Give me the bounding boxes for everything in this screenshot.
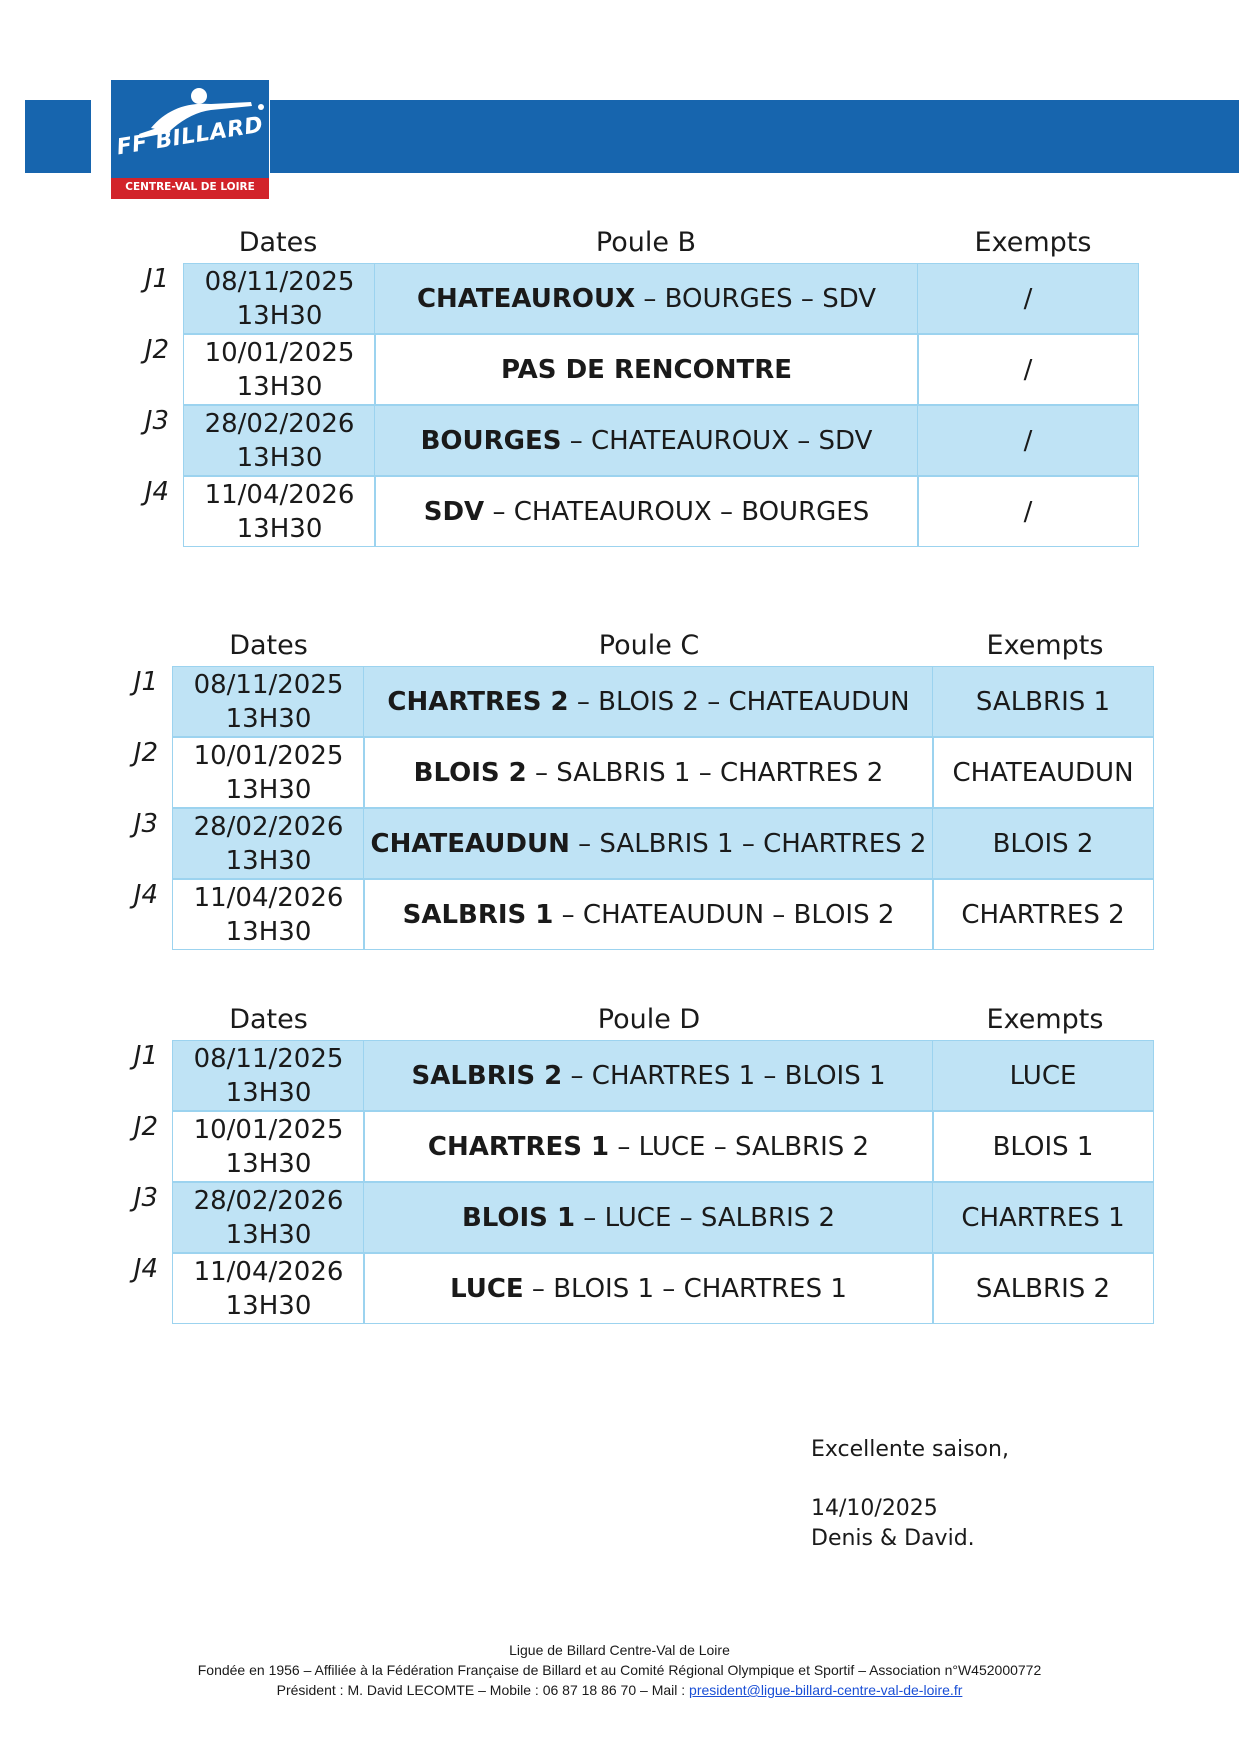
date-cell (183, 334, 376, 405)
date-cell (183, 263, 376, 334)
day-label: J4 (133, 1254, 158, 1284)
date-value: 08/11/2025 (204, 266, 355, 297)
date-cell (183, 476, 376, 547)
date-cell (172, 1111, 365, 1182)
exempt-cell: / (917, 405, 1139, 476)
other-teams: – CHATEAUROUX – BOURGES (484, 496, 870, 527)
other-teams: – LUCE – SALBRIS 2 (575, 1202, 836, 1233)
footer-line-3 (0, 1682, 1239, 1698)
time-value: 13H30 (236, 300, 323, 331)
date-value: 11/04/2026 (193, 882, 344, 913)
dates-header: Dates (229, 630, 308, 661)
date-value: 11/04/2026 (204, 479, 355, 510)
table-row (114, 666, 1154, 737)
other-teams: – BLOIS 1 – CHARTRES 1 (523, 1273, 847, 1304)
table-row (114, 1040, 1154, 1111)
exempt-cell: SALBRIS 1 (932, 666, 1154, 737)
other-teams: – SALBRIS 1 – CHARTRES 2 (526, 757, 884, 788)
other-teams: – BOURGES – SDV (635, 283, 877, 314)
day-label: J4 (133, 880, 158, 910)
host-team: BLOIS 1 (461, 1202, 576, 1233)
exempt-cell: BLOIS 1 (932, 1111, 1154, 1182)
time-value: 13H30 (236, 442, 323, 473)
exempts-header: Exempts (986, 630, 1104, 661)
exempt-cell: SALBRIS 2 (932, 1253, 1154, 1324)
exempt-cell: CHARTRES 1 (932, 1182, 1154, 1253)
day-label: J2 (133, 738, 158, 768)
host-team: SDV (423, 496, 485, 527)
day-label: J2 (144, 335, 169, 365)
date-cell (172, 1253, 365, 1324)
time-value: 13H30 (225, 703, 312, 734)
day-label: J2 (133, 1112, 158, 1142)
footer-line-2: Fondée en 1956 – Affiliée à la Fédération Française de Billard et au Comité Régional Olympique et Sportif – Association n°W452000772 (197, 1662, 1042, 1678)
match-cell (363, 808, 934, 879)
match-cell (363, 1253, 934, 1324)
date-cell (172, 1040, 365, 1111)
poule-d-table (114, 1004, 1154, 1324)
dates-header: Dates (229, 1004, 308, 1035)
date-value: 08/11/2025 (193, 1043, 344, 1074)
poule-c-table (114, 630, 1154, 950)
match-cell (374, 405, 919, 476)
match-cell (363, 1111, 934, 1182)
time-value: 13H30 (236, 513, 323, 544)
exempt-cell: LUCE (932, 1040, 1154, 1111)
other-teams: – BLOIS 2 – CHATEAUDUN (568, 686, 910, 717)
table-row (114, 879, 1154, 950)
match-cell (374, 263, 919, 334)
closing-date: 14/10/2025 (811, 1496, 938, 1521)
date-value: 08/11/2025 (193, 669, 344, 700)
day-label: J4 (144, 477, 169, 507)
poule-header: Poule D (597, 1004, 701, 1035)
date-cell (172, 808, 365, 879)
exempt-cell: CHATEAUDUN (932, 737, 1154, 808)
footer-contact: Président : M. David LECOMTE – Mobile : 06 87 18 86 70 – Mail : (276, 1682, 690, 1698)
date-cell (172, 879, 365, 950)
date-value: 28/02/2026 (193, 811, 344, 842)
day-label: J3 (133, 809, 158, 839)
date-value: 10/01/2025 (204, 337, 355, 368)
host-team: SALBRIS 1 (402, 899, 554, 930)
table-row (114, 1253, 1154, 1324)
header-band-left (25, 100, 91, 173)
other-teams: – SALBRIS 1 – CHARTRES 2 (569, 828, 927, 859)
date-value: 10/01/2025 (193, 740, 344, 771)
poule-b-table (125, 227, 1145, 547)
host-team: CHATEAUDUN (370, 828, 570, 859)
host-team: PAS DE RENCONTRE (501, 354, 792, 385)
day-label: J3 (144, 406, 169, 436)
match-cell (374, 334, 919, 405)
closing-greeting: Excellente saison, (811, 1437, 1009, 1462)
other-teams: – CHATEAUDUN – BLOIS 2 (553, 899, 895, 930)
logo-brand: FF BILLARD (114, 112, 266, 161)
exempts-header: Exempts (986, 1004, 1104, 1035)
match-cell (374, 476, 919, 547)
time-value: 13H30 (225, 1077, 312, 1108)
time-value: 13H30 (225, 774, 312, 805)
host-team: CHARTRES 1 (427, 1131, 610, 1162)
closing-signature: Denis & David. (811, 1526, 975, 1551)
time-value: 13H30 (225, 1290, 312, 1321)
date-value: 28/02/2026 (204, 408, 355, 439)
other-teams: – CHATEAUROUX – SDV (561, 425, 873, 456)
date-cell (172, 737, 365, 808)
other-teams: – LUCE – SALBRIS 2 (609, 1131, 870, 1162)
table-row (114, 737, 1154, 808)
president-email-link[interactable]: president@ligue-billard-centre-val-de-loire.fr (689, 1682, 963, 1698)
exempt-cell: CHARTRES 2 (932, 879, 1154, 950)
ffbillard-logo (111, 80, 269, 199)
dates-header: Dates (238, 227, 318, 258)
host-team: LUCE (450, 1273, 524, 1304)
day-label: J3 (133, 1183, 158, 1213)
match-cell (363, 666, 934, 737)
table-row (125, 476, 1145, 547)
date-cell (183, 405, 376, 476)
date-cell (172, 1182, 365, 1253)
date-cell (172, 666, 365, 737)
time-value: 13H30 (225, 1219, 312, 1250)
time-value: 13H30 (225, 845, 312, 876)
date-value: 28/02/2026 (193, 1185, 344, 1216)
poule-header: Poule B (595, 227, 697, 258)
other-teams: – CHARTRES 1 – BLOIS 1 (562, 1060, 886, 1091)
table-row (114, 1111, 1154, 1182)
date-value: 11/04/2026 (193, 1256, 344, 1287)
date-value: 10/01/2025 (193, 1114, 344, 1145)
exempt-cell: BLOIS 2 (932, 808, 1154, 879)
host-team: CHARTRES 2 (387, 686, 569, 717)
table-row (125, 334, 1145, 405)
match-cell (363, 737, 934, 808)
exempt-cell: / (917, 334, 1139, 405)
header-band-right (270, 100, 1239, 173)
table-row (114, 1182, 1154, 1253)
match-cell (363, 879, 934, 950)
exempt-cell: / (917, 263, 1139, 334)
match-cell (363, 1182, 934, 1253)
exempts-header: Exempts (974, 227, 1092, 258)
host-team: CHATEAUROUX (416, 283, 636, 314)
host-team: BLOIS 2 (413, 757, 527, 788)
exempt-cell: / (917, 476, 1139, 547)
time-value: 13H30 (236, 371, 323, 402)
table-row (125, 263, 1145, 334)
table-row (114, 808, 1154, 879)
time-value: 13H30 (225, 916, 312, 947)
host-team: SALBRIS 2 (411, 1060, 563, 1091)
table-row (125, 405, 1145, 476)
footer-line-1: Ligue de Billard Centre-Val de Loire (509, 1642, 730, 1658)
logo-subtitle: CENTRE-VAL DE LOIRE (125, 181, 255, 193)
day-label: J1 (133, 1041, 158, 1071)
host-team: BOURGES (420, 425, 562, 456)
match-cell (363, 1040, 934, 1111)
poule-header: Poule C (598, 630, 700, 661)
time-value: 13H30 (225, 1148, 312, 1179)
day-label: J1 (144, 264, 169, 294)
day-label: J1 (133, 667, 158, 697)
